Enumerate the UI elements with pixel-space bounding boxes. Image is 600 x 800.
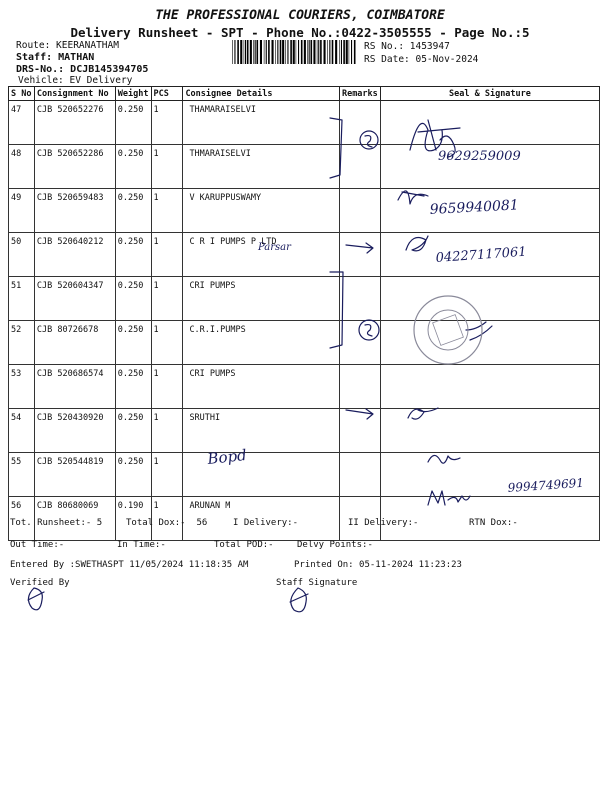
signature-56 <box>428 491 470 505</box>
row-sno: 51 <box>9 277 35 321</box>
staff-signature-mark <box>290 588 308 612</box>
row-consignment: CJB 520604347 <box>34 277 115 321</box>
entered-by: Entered By :SWETHASPT 11/05/2024 11:18:35 AM <box>10 560 249 570</box>
rtn-dox: RTN Dox:- <box>469 518 518 528</box>
row-weight: 0.250 <box>115 453 151 497</box>
row-consignee: C R I PUMPS P LTD <box>183 233 340 277</box>
handwritten-phone-49: 9659940081 <box>429 197 520 218</box>
row-consignee: CRI PUMPS <box>183 277 340 321</box>
col-consignment: Consignment No <box>34 87 115 101</box>
ii-delivery: II Delivery:- <box>348 518 419 528</box>
vehicle: Vehicle: EV Delivery <box>18 75 133 86</box>
arrow-mark <box>346 409 373 419</box>
bracket-mark <box>330 118 342 178</box>
row-sno: 49 <box>9 189 35 233</box>
row-sno: 53 <box>9 365 35 409</box>
total-dox: Total Dox:- 56 <box>126 518 208 528</box>
signature-54 <box>408 408 438 419</box>
row-weight: 0.250 <box>115 365 151 409</box>
handwritten-phone-56: 9994749691 <box>507 475 585 495</box>
bracket-mark <box>330 272 343 348</box>
row-pcs: 1 <box>151 321 183 365</box>
col-weight: Weight <box>115 87 151 101</box>
route: Route: KEERANATHAM <box>16 40 119 51</box>
row-sno: 48 <box>9 145 35 189</box>
col-consignee: Consignee Details <box>183 87 340 101</box>
printed-on: Printed On: 05-11-2024 11:23:23 <box>294 560 462 570</box>
row-consignee: C.R.I.PUMPS <box>183 321 340 365</box>
col-pcs: PCS <box>151 87 183 101</box>
col-remarks: Remarks <box>339 87 380 101</box>
rs-number: RS No.: 1453947 <box>364 41 450 52</box>
row-sno: 55 <box>9 453 35 497</box>
row-pcs: 1 <box>151 189 183 233</box>
row-weight: 0.250 <box>115 189 151 233</box>
row-consignment: CJB 520659483 <box>34 189 115 233</box>
delvy-points: Delvy Points:- <box>297 540 373 550</box>
row-pcs: 1 <box>151 101 183 145</box>
runsheet-title: Delivery Runsheet - SPT - Phone No.:0422-3505555 - Page No.:5 <box>70 25 530 40</box>
row-consignment: CJB 520544819 <box>34 453 115 497</box>
row-weight: 0.190 <box>115 497 151 541</box>
row-consignee: SRUTHI <box>183 409 340 453</box>
handwritten-note-55: Bopd <box>206 445 248 468</box>
signature-55 <box>428 455 460 463</box>
row-consignment: CJB 80726678 <box>34 321 115 365</box>
signature-52 <box>466 322 492 340</box>
row-pcs: 1 <box>151 497 183 541</box>
row-consignment: CJB 80680069 <box>34 497 115 541</box>
row-pcs: 1 <box>151 145 183 189</box>
row-weight: 0.250 <box>115 321 151 365</box>
row-sno: 56 <box>9 497 35 541</box>
row-consignee: THAMARAISELVI <box>183 101 340 145</box>
row-pcs: 1 <box>151 233 183 277</box>
staff: Staff: MATHAN <box>16 52 95 63</box>
col-sno: S No <box>9 87 35 101</box>
row-sno: 47 <box>9 101 35 145</box>
verified-signature <box>28 588 44 610</box>
handwritten-note-50: Parsar <box>258 242 291 253</box>
row-pcs: 1 <box>151 365 183 409</box>
row-consignee: CRI PUMPS <box>183 365 340 409</box>
company-stamp <box>414 296 482 364</box>
row-consignment: CJB 520686574 <box>34 365 115 409</box>
total-pod: Total POD:- <box>214 540 274 550</box>
row-weight: 0.250 <box>115 277 151 321</box>
row-consignment: CJB 520652276 <box>34 101 115 145</box>
row-pcs: 1 <box>151 277 183 321</box>
i-delivery: I Delivery:- <box>233 518 299 528</box>
company-title: THE PROFESSIONAL COURIERS, COIMBATORE <box>155 8 445 23</box>
verified-by: Verified By <box>10 578 70 588</box>
row-weight: 0.250 <box>115 101 151 145</box>
rs-date: RS Date: 05-Nov-2024 <box>364 54 479 65</box>
row-weight: 0.250 <box>115 145 151 189</box>
arrow-mark <box>346 243 373 253</box>
row-pcs: 1 <box>151 409 183 453</box>
handwritten-phone-48: 9629259009 <box>438 149 521 164</box>
row-consignment: CJB 520430920 <box>34 409 115 453</box>
signature-50 <box>406 236 428 251</box>
row-pcs: 1 <box>151 453 183 497</box>
row-weight: 0.250 <box>115 409 151 453</box>
out-time: Out Time:- <box>10 540 65 550</box>
row-sno: 50 <box>9 233 35 277</box>
row-consignee: THMARAISELVI <box>183 145 340 189</box>
row-consignment: CJB 520652286 <box>34 145 115 189</box>
row-sno: 54 <box>9 409 35 453</box>
drs-number: DRS-No.: DCJB145394705 <box>16 64 149 75</box>
staff-signature: Staff Signature <box>276 578 358 588</box>
tot-runsheet: Tot. Runsheet:- 5 <box>10 518 103 528</box>
row-weight: 0.250 <box>115 233 151 277</box>
row-consignment: CJB 520640212 <box>34 233 115 277</box>
in-time: In Time:- <box>117 540 166 550</box>
handwritten-phone-50: 04227117061 <box>435 244 528 266</box>
row-sno: 52 <box>9 321 35 365</box>
row-consignee: V KARUPPUSWAMY <box>183 189 340 233</box>
signature-49 <box>398 191 428 204</box>
row-consignee: ARUNAN M <box>183 497 340 541</box>
col-seal-signature: Seal & Signature <box>380 87 599 101</box>
